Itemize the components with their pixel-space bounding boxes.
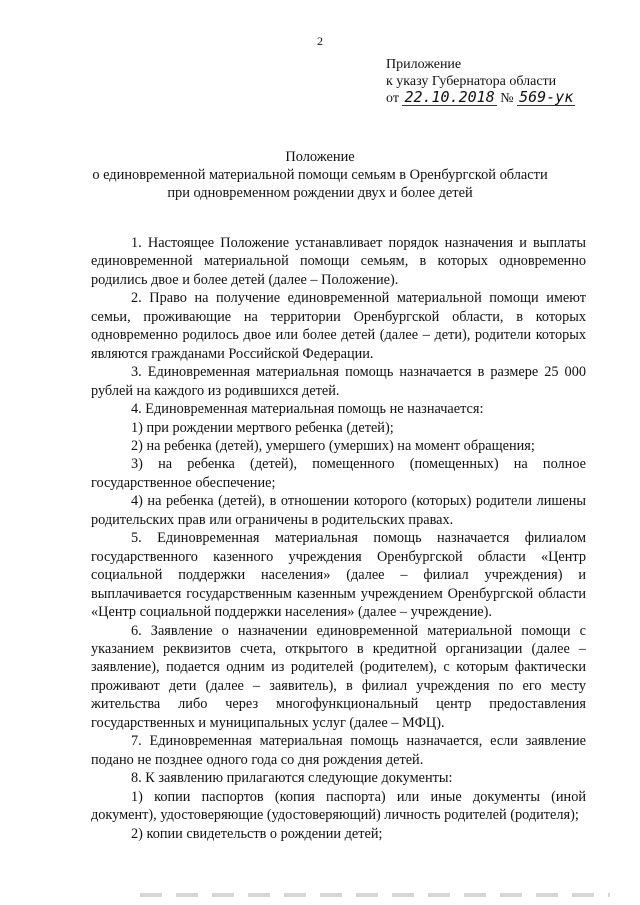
paragraph-8: 8. К заявлению прилагаются следующие документы: xyxy=(131,770,453,787)
appendix-decree-line: к указу Губернатора области xyxy=(386,74,557,89)
paragraph-4-item-3: 3) на ребенка (детей), помещенного (помещенных) на полное государственное обеспечение; xyxy=(91,456,586,491)
number-label: № xyxy=(500,91,514,106)
appendix-block xyxy=(386,56,626,107)
heading-line-2: о единовременной материальной помощи семьям в Оренбургской области xyxy=(92,167,548,183)
paragraph-6: 6. Заявление о назначении единовременной материальной помощи с указанием реквизитов счета, открытого в кредитной организации (далее – заявление), подается одним из родителей (родителем), с которым фактически проживают дети (далее – заявитель), в филиал учреждения по его месту жительства либо через многофункциональный центр предоставления государственных и муниципальных услуг (далее – МФЦ). xyxy=(91,622,586,731)
heading-title: Положение xyxy=(285,149,355,165)
appendix-title: Приложение xyxy=(386,57,462,72)
paragraph-3: 3. Единовременная материальная помощь назначается в размере 25 000 рублей на каждого из родившихся детей. xyxy=(91,364,586,399)
from-label: от xyxy=(386,91,399,106)
paragraph-8-item-1: 1) копии паспортов (копия паспорта) или иные документы (иной документ), удостоверяющие (удостоверяющий) личность родителей (родителя); xyxy=(91,788,586,824)
paragraph-2: 2. Право на получение единовременной материальной помощи имеют семьи, проживающие на территории Оренбургской области, в которых одновременно родилось двое или более детей (далее – дети), родители которых являются гражданами Российской Федерации. xyxy=(91,290,586,362)
heading-line-3: при одновременном рождении двух и более детей xyxy=(167,185,473,201)
paragraph-4-item-1: 1) при рождении мертвого ребенка (детей); xyxy=(131,419,394,436)
document-body xyxy=(91,234,586,843)
paragraph-1: 1. Настоящее Положение устанавливает порядок назначения и выплаты единовременной материальной помощи семьям, в которых одновременно родились двое и более детей (далее – Положение). xyxy=(91,235,586,288)
paragraph-4-item-4: 4) на ребенка (детей), в отношении которого (которых) родители лишены родительских прав или ограничены в родительских правах. xyxy=(91,493,586,528)
handwritten-date: 22.10.2018 xyxy=(404,88,495,106)
paragraph-8-item-2: 2) копии свидетельств о рождении детей; xyxy=(131,825,383,842)
paragraph-7: 7. Единовременная материальная помощь назначается, если заявление подано не позднее одного года со дня рождения детей. xyxy=(91,733,586,768)
scan-footer-noise xyxy=(140,893,610,897)
paragraph-4-item-2: 2) на ребенка (детей), умершего (умерших) на момент обращения; xyxy=(131,437,535,454)
appendix-date-line xyxy=(386,90,626,107)
paragraph-5: 5. Единовременная материальная помощь назначается филиалом государственного казенного учреждения Оренбургской области «Центр социальной поддержки населения» (далее – филиал учреждения) и выплачивается государственным казенным учреждением Оренбургской области «Центр социальной поддержки населения» (далее – учреждение). xyxy=(91,530,586,621)
paragraph-4: 4. Единовременная материальная помощь не назначается: xyxy=(131,401,484,418)
page-number: 2 xyxy=(317,34,323,48)
handwritten-number: 569-ук xyxy=(519,88,574,106)
document-heading xyxy=(60,148,580,202)
